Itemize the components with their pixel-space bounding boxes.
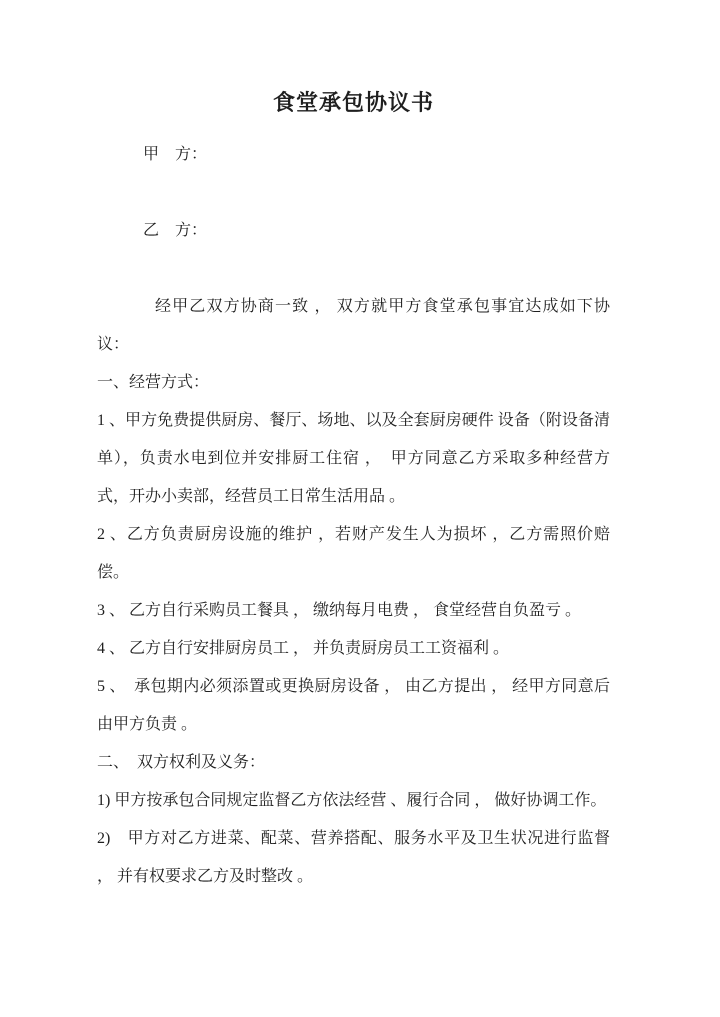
section2-item-1: 1) 甲方按承包合同规定监督乙方依法经营 、履行合同 ， 做好协调工作。	[97, 792, 607, 809]
section2-item-2: 2) 甲方对乙方进菜、配菜、营养搭配、服务水平及卫生状况进行监督 ， 并有权要求乙方及时整改 。	[97, 830, 610, 885]
party-b-line: 乙 方：	[143, 222, 208, 239]
document-title: 食堂承包协议书	[272, 90, 434, 115]
party-a-line: 甲 方：	[143, 146, 208, 163]
section1-item-5: 5 、 承包期内必须添置或更换厨房设备 ， 由乙方提出 ， 经甲方同意后由甲方负责 。	[97, 678, 610, 733]
intro-paragraph: 经甲乙双方协商一致 ， 双方就甲方食堂承包事宜达成如下协议：	[97, 298, 610, 353]
section1-item-1: 1 、甲方免费提供厨房、餐厅、场地、以及全套厨房硬件 设备（附设备清单），负责水电到位并安排厨工住宿 ， 甲方同意乙方采取多种经营方式，开办小卖部，经营员工日常生活用品 。	[97, 412, 610, 505]
section1-item-3: 3 、 乙方自行采购员工餐具 ， 缴纳每月电费 ， 食堂经营自负盈亏 。	[97, 602, 582, 619]
section1-item-2: 2 、乙方负责厨房设施的维护 ，若财产发生人为损坏 ，乙方需照价赔偿。	[97, 526, 610, 581]
section1-item-4: 4 、 乙方自行安排厨房员工 ， 并负责厨房员工工资福利 。	[97, 640, 510, 657]
section1-heading: 一、经营方式：	[97, 374, 210, 391]
section2-heading: 二、 双方权利及义务：	[97, 754, 266, 771]
